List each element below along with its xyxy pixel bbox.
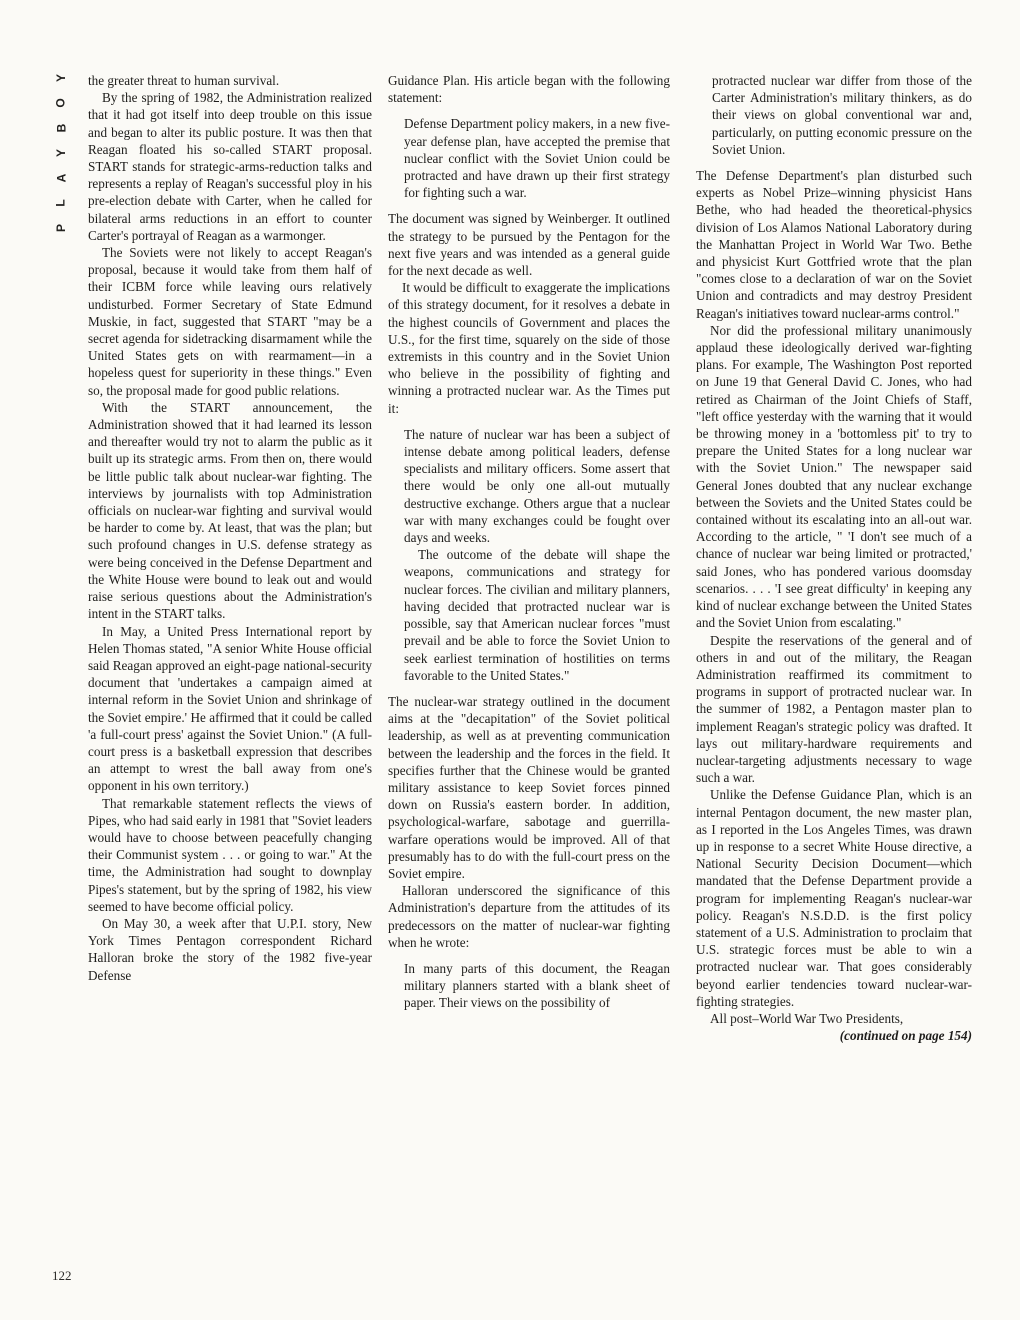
paragraph: The Defense Department's plan disturbed such experts as Nobel Prize–winning physicist Hans Bethe, who had headed the theoretical-physics division of Los Alamos National Laboratory during the Manhattan Project in World War Two. Bethe and physicist Kurt Gottfried wrote that the plan "comes close to a declaration of war on the Soviet Union and contradicts and may destroy President Reagan's initiatives toward nuclear-arms control." (696, 168, 972, 321)
paragraph: Despite the reservations of the general and of others in and out of the military, the Reagan Administration reaffirmed its commitment to programs in support of protracted nuclear war. In the summer of 1982, a Pentagon master plan to implement Reagan's strategic policy was drafted. It lays out military-hardware requirements and nuclear-targeting adjustments necessary to wage such a war. (696, 632, 972, 786)
masthead-letter: A (53, 173, 68, 183)
quote-paragraph: protracted nuclear war differ from those of the Carter Administration's military thinkers, as do their views on global conventional war and, particularly, on putting economic pressure on the Soviet Union. (712, 73, 972, 157)
masthead-letter: B (53, 123, 68, 133)
quote-paragraph: In many parts of this document, the Reagan military planners started with a blank sheet of paper. Their views on the possibility of (404, 960, 670, 1011)
quote-paragraph: The outcome of the debate will shape the weapons, communications and strategy for nuclear forces. The civilian and military planners, having decided that protracted nuclear war is possible, say that American nuclear forces "must prevail and be able to force the Soviet Union to seek earliest termination of hostilities on terms favorable to the United States." (404, 547, 670, 683)
paragraph: In May, a United Press International report by Helen Thomas stated, "A senior White House official said Reagan approved an eight-page national-security document that 'undertakes a campaign aimed at internal reform in the Soviet Union and shrinkage of the Soviet empire.' He affirmed that it could be called 'a full-court press' against the Soviet Union." (A full-court press is a basketball expression that describes an attempt to wrest the ball away from one's opponent in his own territory.) (88, 623, 372, 794)
paragraph: By the spring of 1982, the Administration realized that it had got itself into deep trouble on this issue and began to alter its public posture. It was then that Reagan floated his so-called START proposal. START stands for strategic-arms-reduction talks and represents a replay of Reagan's successful ploy in his pre-election debate with Carter, when he called for bilateral arms reductions in an effort to counter Carter's portrayal of Reagan as a warmonger. (88, 90, 372, 243)
paragraph: Halloran underscored the significance of this Administration's departure from the attitudes of its predecessors on the matter of nuclear-war fighting when he wrote: (388, 883, 670, 950)
quote-paragraph: Defense Department policy makers, in a new five-year defense plan, have accepted the premise that nuclear conflict with the Soviet Union could be protracted and have drawn up their first strategy for fighting such a war. (404, 116, 670, 201)
paragraph: Nor did the professional military unanimously applaud these ideologically derived war-fighting plans. For example, The Washington Post reported on June 19 that General David C. Jones, who had retired as Chairman of the Joint Chiefs of Staff, "left office yesterday with the warning that it would be throwing money in a 'bottomless pit' to try to prepare the United States for a long nuclear war with the Soviet Union." The newspaper said General Jones doubted that any nuclear exchange between the Soviets and the United States could be contained without its escalating into an all-out war. According to the article, " 'I don't see much of a chance of nuclear war being limited or protracted,' said Jones, who has pondered various doomsday scenarios. . . . 'I see great difficulty' in keeping any kind of nuclear exchange between the United States and the Soviet Union from escalating." (696, 322, 972, 631)
magazine-masthead (52, 72, 70, 247)
block-quote (388, 426, 670, 684)
paragraph: the greater threat to human survival. (88, 73, 280, 88)
paragraph: It would be difficult to exaggerate the implications of this strategy document, for it resolves a debate in the highest councils of Government and places the U.S., for the first time, squarely on the side of those extremists in this country and in the Soviet Union who believe in the possibility of fighting and winning a protracted nuclear war. As the Times put it: (388, 280, 670, 416)
paragraph: That remarkable statement reflects the views of Pipes, who had said early in 1981 that "Soviet leaders would have to choose between peacefully changing their Communist system . . . or going to war." At the time, the Administration had sought to downplay Pipes's statement, but by the spring of 1982, his view seemed to have become official policy. (88, 795, 372, 914)
paragraph: The Soviets were not likely to accept Reagan's proposal, because it would take from them half of their ICBM force while leaving ours relatively undisturbed. Former Secretary of State Edmund Muskie, in fact, suggested that START "may be a secret agenda for sidetracking disarmament while the United States gets on with rearmament—in a hopeless quest for superiority in these things." Even so, the proposal made for good public relations. (88, 245, 372, 398)
paragraph: With the START announcement, the Administration showed that it had learned its lesson and thereafter would try not to alarm the public as it built up its strategic arms. From then on, there would be little public talk about nuclear-war fighting. The interviews by journalists with top Administration officials on nuclear-war fighting and survival would be harder to come by. At least, that was the plan; but such profound changes in U.S. defense strategy as were being conceived in the Defense Department and the White House were bound to leak out and would raise serious questions about the Administration's intent in the START talks. (88, 399, 372, 622)
masthead-letter: L (54, 199, 68, 207)
column-2 (388, 72, 670, 1021)
paragraph: The document was signed by Weinberger. It outlined the strategy to be pursued by the Pentagon for the next five years and was intended as a general guide for the next decade as well. (388, 211, 670, 279)
paragraph: The nuclear-war strategy outlined in the document aims at the "decapitation" of the Soviet political leadership, as well as at preventing communication between the leadership and the forces in the field. It specifies further that the Chinese would be granted military assistance to keep Soviet forces pinned down on Russia's eastern border. In addition, psychological-warfare, sabotage and guerrilla-warfare operations would be improved. All of that presumably has to do with the full-court press on the Soviet empire. (388, 693, 670, 881)
paragraph: Guidance Plan. His article began with the following statement: (388, 73, 670, 106)
block-quote (696, 72, 972, 158)
block-quote (388, 960, 670, 1012)
paragraph: On May 30, a week after that U.P.I. story, New York Times Pentagon correspondent Richard Halloran broke the story of the 1982 five-year Defense (88, 915, 372, 983)
column-1 (88, 72, 372, 984)
paragraph: Unlike the Defense Guidance Plan, which is an internal Pentagon document, the new master plan, as I reported in the Los Angeles Times, was drawn up in response to a secret White House directive, a National Security Decision Document—which mandated that the Defense Department provide a program for implementing Reagan's nuclear-war policy. Reagan's N.S.D.D. is the first policy statement of a U.S. Administration to proclaim that U.S. strategic forces must be able to win a protracted nuclear war. That goes considerably beyond earlier tendencies toward nuclear-war-fighting strategies. (696, 787, 972, 1009)
quote-paragraph: The nature of nuclear war has been a subject of intense debate among political leaders, defense specialists and military officers. Some assert that there would be only one all-out mutually destructive exchange. Others argue that a nuclear war with many exchanges could be fought over days and weeks. (404, 426, 670, 546)
block-quote (388, 115, 670, 201)
masthead-letter: P (53, 223, 68, 233)
masthead-letter: O (54, 98, 68, 108)
masthead-letter: Y (53, 73, 68, 83)
masthead-letter: Y (53, 148, 68, 158)
paragraph: All post–World War Two Presidents, (710, 1010, 904, 1026)
column-3 (696, 72, 972, 1044)
page-number: 122 (52, 1268, 72, 1283)
continued-note: (continued on page 154) (839, 1028, 972, 1044)
